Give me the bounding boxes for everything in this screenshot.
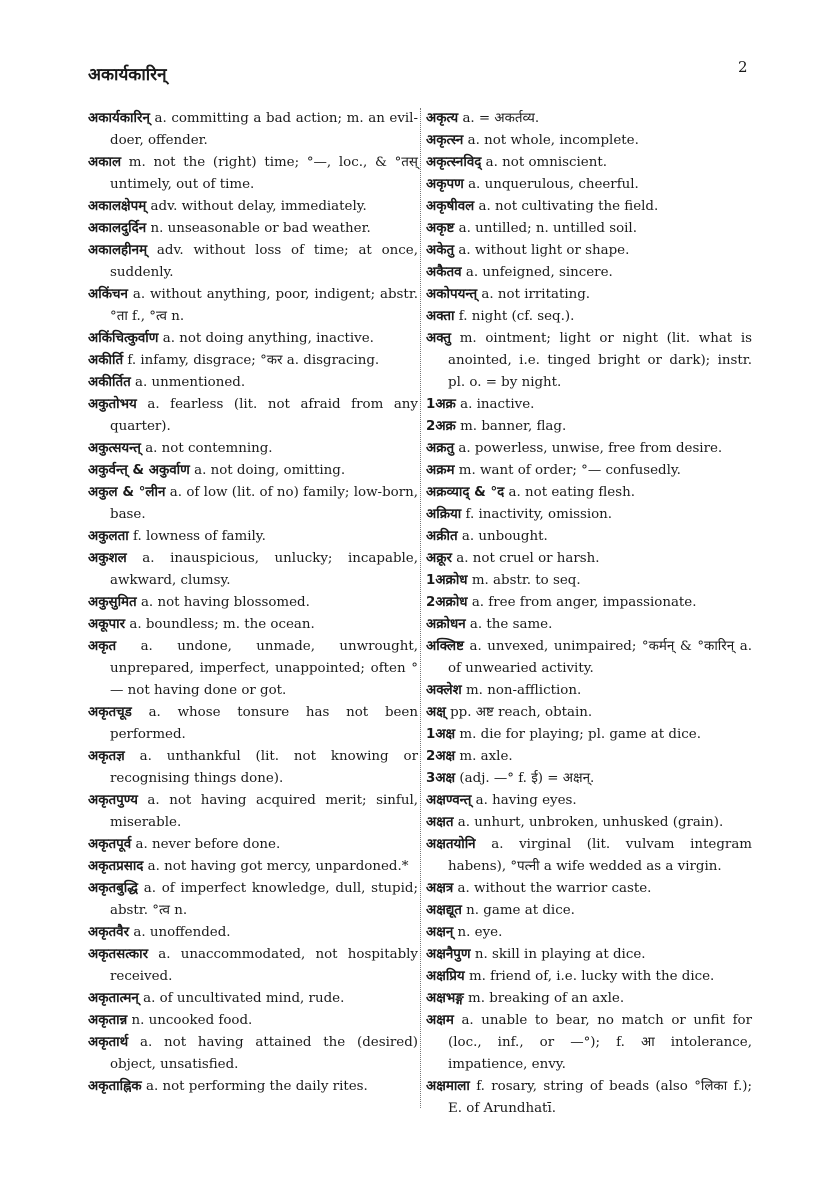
- headword: 1अक्रोध: [426, 573, 468, 588]
- dictionary-entry: [426, 724, 752, 746]
- dictionary-entry: [426, 174, 752, 196]
- headword: अकुलता: [88, 529, 129, 544]
- dictionary-entry: [88, 636, 418, 702]
- dictionary-entry: [426, 284, 752, 306]
- definition: n. unseasonable or bad weather.: [150, 221, 371, 236]
- definition: m. die for playing; pl. game at dice.: [459, 727, 701, 742]
- dictionary-entry: [426, 922, 752, 944]
- dictionary-entry: [426, 636, 752, 680]
- headword: अकुत्सयन्त्: [88, 441, 141, 456]
- headword: अक्रिया: [426, 507, 462, 522]
- headword: 2अक्रोध: [426, 595, 468, 610]
- headword: अकृत: [88, 639, 117, 654]
- dictionary-entry: [88, 108, 418, 152]
- definition: a. inactive.: [460, 397, 535, 412]
- dictionary-entry: [88, 922, 418, 944]
- definition: m. not the (right) time; °—, loc., & °तस् untimely, out of time.: [110, 155, 418, 192]
- dictionary-entry: [88, 460, 418, 482]
- headword: अकृष्ट: [426, 221, 455, 236]
- dictionary-entry: [426, 1076, 752, 1120]
- dictionary-entry: [426, 878, 752, 900]
- definition: a. whose tonsure has not been performed.: [110, 705, 418, 742]
- definition: a. boundless; m. the ocean.: [129, 617, 315, 632]
- headword: अकूपार: [88, 617, 126, 632]
- dictionary-entry: [426, 460, 752, 482]
- dictionary-entry: [88, 240, 418, 284]
- definition: f. night (cf. seq.).: [458, 309, 575, 324]
- dictionary-entry: [426, 218, 752, 240]
- headword: अकाल: [88, 155, 122, 170]
- headword: अक्षप्रिय: [426, 969, 465, 984]
- headword: 3अक्ष: [426, 771, 456, 786]
- right-column: [426, 108, 752, 1120]
- headword: अकृतान्न: [88, 1013, 128, 1028]
- definition: a. not cultivating the field.: [478, 199, 659, 214]
- dictionary-entry: [88, 834, 418, 856]
- dictionary-entry: [426, 966, 752, 988]
- headword: अक्षनैपुण: [426, 947, 471, 962]
- dictionary-entry: [426, 592, 752, 614]
- dictionary-entry: [426, 768, 752, 790]
- headword: अकिंचित्कुर्वाण: [88, 331, 159, 346]
- dictionary-entry: [426, 944, 752, 966]
- headword: अकृतार्थ: [88, 1035, 129, 1050]
- definition: a. powerless, unwise, free from desire.: [458, 441, 723, 456]
- dictionary-entry: [426, 526, 752, 548]
- dictionary-entry: [88, 526, 418, 548]
- headword: अकृतज्ञ: [88, 749, 125, 764]
- column-divider: [420, 108, 421, 1108]
- definition: a. of uncultivated mind, rude.: [143, 991, 345, 1006]
- headword: अकृतवैर: [88, 925, 130, 940]
- headword: अकेतु: [426, 243, 455, 258]
- headword: अक्षभङ्ग: [426, 991, 464, 1006]
- dictionary-entry: [88, 284, 418, 328]
- dictionary-entry: [88, 482, 418, 526]
- definition: a. not having blossomed.: [140, 595, 310, 610]
- headword: अक्रोधन: [426, 617, 466, 632]
- headword: अक्रम: [426, 463, 455, 478]
- dictionary-entry: [88, 878, 418, 922]
- definition: a. without the warrior caste.: [457, 881, 652, 896]
- definition: adv. without delay, immediately.: [150, 199, 367, 214]
- definition: a. not cruel or harsh.: [456, 551, 600, 566]
- dictionary-entry: [88, 592, 418, 614]
- definition: f. inactivity, omission.: [465, 507, 613, 522]
- dictionary-entry: [88, 394, 418, 438]
- definition: a. of low (lit. of no) family; low-born, base.: [110, 485, 418, 522]
- headword: 1अक्र: [426, 397, 456, 412]
- dictionary-entry: [426, 196, 752, 218]
- definition: a. without anything, poor, indigent; abstr. °ता f., °त्व n.: [110, 287, 418, 324]
- definition: a. unbought.: [461, 529, 548, 544]
- definition: m. non-affliction.: [465, 683, 582, 698]
- definition: a. unaccommodated, not hospitably received.: [110, 947, 418, 984]
- dictionary-entry: [426, 834, 752, 878]
- headword: 2अक्र: [426, 419, 456, 434]
- dictionary-entry: [88, 350, 418, 372]
- definition: a. of imperfect knowledge, dull, stupid; abstr. °त्व n.: [110, 881, 418, 918]
- definition: a. unvexed, unimpaired; °कर्मन् & °कारिन् a. of unwearied activity.: [448, 639, 752, 676]
- definition: a. unmentioned.: [134, 375, 246, 390]
- dictionary-entry: [426, 262, 752, 284]
- headword: अकुसुमित: [88, 595, 137, 610]
- headword: अकृषीवल: [426, 199, 475, 214]
- definition: m. want of order; °— confusedly.: [458, 463, 681, 478]
- headword: अक्लिष्ट: [426, 639, 464, 654]
- headword: अकैतव: [426, 265, 462, 280]
- definition: a. not omniscient.: [485, 155, 607, 170]
- definition: a. not doing, omitting.: [194, 463, 346, 478]
- headword: अक्षमाला: [426, 1079, 470, 1094]
- dictionary-entry: [426, 746, 752, 768]
- headword: अकुल & °लीन: [88, 485, 166, 500]
- headword: अक्ष्: [426, 705, 446, 720]
- dictionary-entry: [426, 790, 752, 812]
- headword: अकृत्स्न: [426, 133, 464, 148]
- dictionary-entry: [88, 218, 418, 240]
- dictionary-entry: [426, 152, 752, 174]
- headword: अकृताह्निक: [88, 1079, 142, 1094]
- definition: a. never before done.: [135, 837, 281, 852]
- definition: a. unfeigned, sincere.: [465, 265, 613, 280]
- dictionary-entry: [426, 570, 752, 592]
- dictionary-entry: [426, 394, 752, 416]
- headword: अकालहीनम्: [88, 243, 148, 258]
- headword: अकिंचन: [88, 287, 128, 302]
- definition: a. virginal (lit. vulvam integram habens), °पत्नी a wife wedded as a virgin.: [448, 837, 752, 874]
- dictionary-entry: [426, 548, 752, 570]
- definition: a. not contemning.: [145, 441, 273, 456]
- definition: a. fearless (lit. not afraid from any quarter).: [110, 397, 418, 434]
- dictionary-entry: [426, 1010, 752, 1076]
- dictionary-entry: [426, 328, 752, 394]
- definition: m. axle.: [459, 749, 513, 764]
- definition: pp. अष्ट reach, obtain.: [450, 705, 593, 720]
- dictionary-entry: [88, 856, 418, 878]
- dictionary-entry: [88, 196, 418, 218]
- headword: अकृत्स्नविद्: [426, 155, 482, 170]
- dictionary-entry: [88, 1032, 418, 1076]
- definition: a. not doing anything, inactive.: [162, 331, 374, 346]
- left-column: [88, 108, 418, 1098]
- dictionary-entry: [88, 1010, 418, 1032]
- headword: अकृतचूड: [88, 705, 132, 720]
- dictionary-entry: [426, 812, 752, 834]
- definition: f. rosary, string of beads (also °लिका f.); E. of Arundhatī.: [448, 1079, 752, 1116]
- dictionary-entry: [88, 614, 418, 636]
- headword: अक्षन्: [426, 925, 454, 940]
- definition: a. unquerulous, cheerful.: [468, 177, 639, 192]
- definition: m. ointment; light or night (lit. what is anointed, i.e. tinged bright or dark); instr. pl. o. = by night.: [448, 331, 753, 390]
- headword: अक्षद्यूत: [426, 903, 462, 918]
- dictionary-entry: [426, 900, 752, 922]
- headword: अक्रीत: [426, 529, 458, 544]
- definition: a. the same.: [469, 617, 553, 632]
- headword: अकृतप्रसाद: [88, 859, 144, 874]
- definition: a. not whole, incomplete.: [467, 133, 639, 148]
- dictionary-entry: [426, 702, 752, 724]
- definition: a. = अकर्तव्य.: [462, 111, 540, 126]
- dictionary-entry: [426, 504, 752, 526]
- definition: a. without light or shape.: [458, 243, 630, 258]
- headword: अकीर्तित: [88, 375, 131, 390]
- headword: अकृतसत्कार: [88, 947, 149, 962]
- dictionary-entry: [88, 1076, 418, 1098]
- headword: अकुतोभय: [88, 397, 137, 412]
- dictionary-entry: [88, 438, 418, 460]
- headword: अकार्यकारिन्: [88, 111, 150, 126]
- dictionary-entry: [88, 152, 418, 196]
- headword: अकृतात्मन्: [88, 991, 139, 1006]
- definition: a. not having acquired merit; sinful, miserable.: [110, 793, 418, 830]
- definition: a. not having attained the (desired) object, unsatisfied.: [110, 1035, 418, 1072]
- definition: m. banner, flag.: [460, 419, 567, 434]
- headword: अक्लेश: [426, 683, 462, 698]
- dictionary-entry: [88, 746, 418, 790]
- definition: a. unable to bear, no match or unfit for (loc., inf., or —°); f. आ intolerance, impatience, envy.: [448, 1013, 752, 1072]
- dictionary-entry: [426, 482, 752, 504]
- dictionary-entry: [88, 988, 418, 1010]
- headword: अक्तु: [426, 331, 452, 346]
- headword: अक्षण्वन्त्: [426, 793, 472, 808]
- dictionary-entry: [426, 680, 752, 702]
- headword: अकालदुर्दिन: [88, 221, 147, 236]
- definition: n. eye.: [457, 925, 503, 940]
- definition: m. breaking of an axle.: [468, 991, 625, 1006]
- definition: a. free from anger, impassionate.: [471, 595, 697, 610]
- dictionary-entry: [426, 438, 752, 460]
- definition: n. game at dice.: [466, 903, 575, 918]
- definition: a. inauspicious, unlucky; incapable, awkward, clumsy.: [110, 551, 418, 588]
- definition: f. lowness of family.: [132, 529, 266, 544]
- definition: a. not irritating.: [481, 287, 591, 302]
- headword: अकृत्य: [426, 111, 459, 126]
- dictionary-entry: [426, 988, 752, 1010]
- headword: अकुशल: [88, 551, 127, 566]
- dictionary-entry: [88, 944, 418, 988]
- dictionary-entry: [88, 702, 418, 746]
- headword: अक्षतयोनि: [426, 837, 476, 852]
- dictionary-entry: [88, 548, 418, 592]
- definition: a. untilled; n. untilled soil.: [458, 221, 637, 236]
- headword: अकोपयन्त्: [426, 287, 478, 302]
- headword: अकृतपुण्य: [88, 793, 138, 808]
- headword: 1अक्ष: [426, 727, 456, 742]
- dictionary-entry: [426, 614, 752, 636]
- headword: अक्रव्याद् & °द: [426, 485, 505, 500]
- definition: adv. without loss of time; at once, suddenly.: [110, 243, 418, 280]
- headword: अक्ता: [426, 309, 455, 324]
- definition: a. unoffended.: [133, 925, 231, 940]
- dictionary-entry: [426, 108, 752, 130]
- page-number: 2: [738, 58, 748, 76]
- headword: अकालक्षेपम्: [88, 199, 147, 214]
- definition: a. not having got mercy, unpardoned.*: [147, 859, 409, 874]
- definition: n. skill in playing at dice.: [474, 947, 646, 962]
- headword: अक्षत: [426, 815, 454, 830]
- headword: अकृतपूर्व: [88, 837, 132, 852]
- definition: m. friend of, i.e. lucky with the dice.: [468, 969, 715, 984]
- definition: a. not eating flesh.: [508, 485, 635, 500]
- dictionary-entry: [426, 306, 752, 328]
- headword: अक्रूर: [426, 551, 452, 566]
- headword: अक्षत्र: [426, 881, 454, 896]
- dictionary-entry: [88, 328, 418, 350]
- headword: अक्रतु: [426, 441, 455, 456]
- running-head: अकार्यकारिन्: [88, 65, 167, 85]
- dictionary-entry: [426, 416, 752, 438]
- definition: (adj. —° f. ई) = अक्षन्.: [459, 771, 595, 786]
- headword: अकृपण: [426, 177, 464, 192]
- dictionary-entry: [426, 240, 752, 262]
- definition: n. uncooked food.: [131, 1013, 253, 1028]
- headword: अक्षम: [426, 1013, 454, 1028]
- dictionary-entry: [88, 790, 418, 834]
- definition: a. committing a bad action; m. an evil-doer, offender.: [110, 111, 418, 148]
- definition: f. infamy, disgrace; °कर a. disgracing.: [127, 353, 380, 368]
- headword: अकृतबुद्धि: [88, 881, 138, 896]
- headword: अकीर्ति: [88, 353, 124, 368]
- definition: a. unhurt, unbroken, unhusked (grain).: [457, 815, 724, 830]
- definition: a. unthankful (lit. not knowing or recognising things done).: [110, 749, 418, 786]
- definition: a. undone, unmade, unwrought, unprepared, imperfect, unappointed; often °— not having done or got.: [110, 639, 418, 698]
- dictionary-entry: [426, 130, 752, 152]
- dictionary-entry: [88, 372, 418, 394]
- headword: 2अक्ष: [426, 749, 456, 764]
- definition: a. not performing the daily rites.: [145, 1079, 368, 1094]
- definition: m. abstr. to seq.: [471, 573, 581, 588]
- headword: अकुर्वन्त् & अकुर्वाण: [88, 463, 190, 478]
- definition: a. having eyes.: [475, 793, 577, 808]
